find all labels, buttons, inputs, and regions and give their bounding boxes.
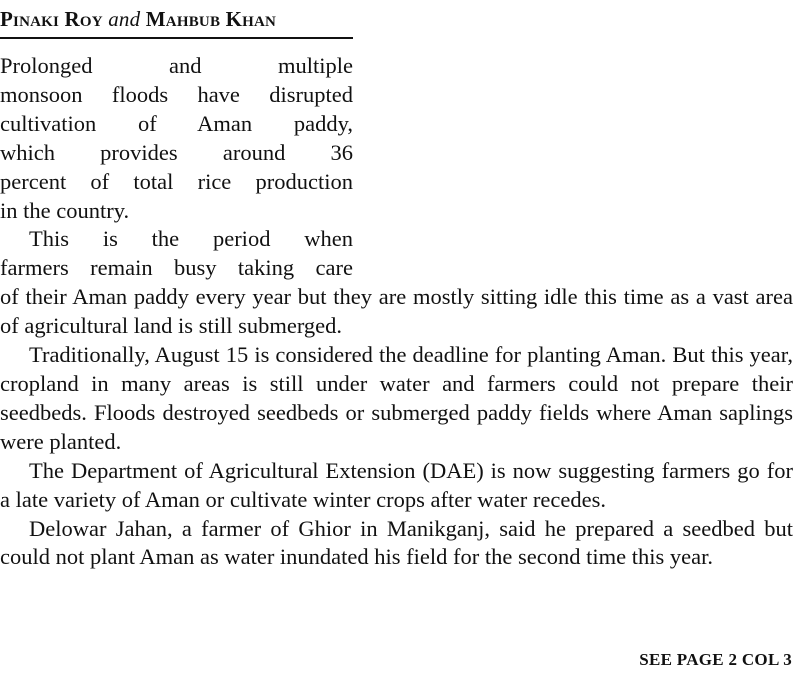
article-paragraph: Traditionally, August 15 is considered the deadline for planting Aman. But this year, cropland in many areas is still under water and farmers could not prepare their seedbeds. Floods destroyed seedbeds or submerged paddy fields where Aman saplings were planted. bbox=[0, 342, 793, 454]
text-line: percent of total rice production bbox=[0, 168, 353, 194]
byline-conjunction: and bbox=[108, 7, 141, 31]
text-line: which provides around 36 bbox=[0, 139, 353, 165]
text-line: in the country. bbox=[0, 197, 130, 223]
article-paragraph-continuation: of their Aman paddy every year but they are mostly sitting idle this time as a vast area of agricultural land is still submerged. bbox=[0, 284, 793, 339]
article-body bbox=[0, 52, 793, 572]
text-line: cultivation of Aman paddy, bbox=[0, 110, 353, 136]
article-paragraph: Delowar Jahan, a farmer of Ghior in Manikganj, said he prepared a seedbed but could not plant Aman as water inundated his field for the second time this year. bbox=[0, 515, 793, 570]
article-paragraph: The Department of Agricultural Extension (DAE) is now suggesting farmers go for a late variety of Aman or cultivate winter crops after water recedes. bbox=[0, 457, 793, 512]
text-line: This is the period when bbox=[29, 226, 353, 252]
text-line: Prolonged and multiple bbox=[0, 53, 353, 78]
article-paragraph-start bbox=[0, 225, 353, 283]
byline-rule bbox=[0, 37, 353, 39]
continuation-jump-line: SEE PAGE 2 COL 3 bbox=[639, 650, 792, 669]
author-name: Mahbub Khan bbox=[145, 7, 277, 31]
text-line: monsoon floods have disrupted bbox=[0, 81, 353, 107]
byline bbox=[0, 6, 353, 32]
author-name: Pinaki Roy bbox=[0, 7, 103, 31]
article-paragraph bbox=[0, 52, 353, 225]
text-line: farmers remain busy taking care bbox=[0, 255, 353, 281]
